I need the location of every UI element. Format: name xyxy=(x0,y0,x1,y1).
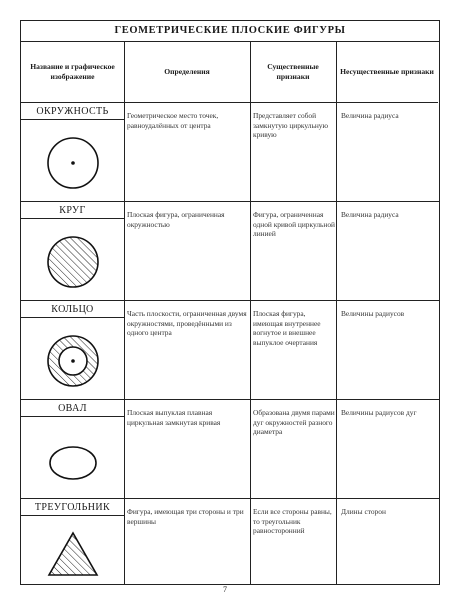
definition-text: Плоская выпуклая плавная циркульная замкнутая кривая xyxy=(127,408,221,427)
figures-table xyxy=(20,20,440,585)
table-row xyxy=(21,103,439,202)
hatched-ring-icon xyxy=(43,331,103,391)
definition-text: Фигура, имеющая три стороны и три вершины xyxy=(127,507,244,526)
header-definition: Определения xyxy=(124,41,250,103)
nonessential-text: Величина радиуса xyxy=(341,111,399,120)
definition-text: Часть плоскости, ограниченная двумя окружностями, проведёнными из одного центра xyxy=(127,309,247,338)
table-row xyxy=(21,400,439,499)
figure-name: ОВАЛ xyxy=(21,400,124,417)
nonessential-text: Величины радиусов xyxy=(341,309,405,318)
definition-text: Плоская фигура, ограниченная окружностью xyxy=(127,210,225,229)
nonessential-text: Величины радиусов дуг xyxy=(341,408,417,417)
figure-name: ТРЕУГОЛЬНИК xyxy=(21,499,124,516)
essential-text: Представляет собой замкнутую циркульную кривую xyxy=(253,111,329,140)
table-row xyxy=(21,301,439,400)
essential-text: Плоская фигура, имеющая внутреннее вогнутое и внешнее выпуклое очертания xyxy=(253,309,321,347)
hatched-disk-icon xyxy=(43,232,103,292)
essential-text: Образована двумя парами дуг окружностей разного диаметра xyxy=(253,408,335,437)
figure-name: ОКРУЖНОСТЬ xyxy=(21,103,124,120)
nonessential-text: Величина радиуса xyxy=(341,210,399,219)
hatched-triangle-icon xyxy=(43,521,103,581)
page-number: 7 xyxy=(223,585,227,594)
header-name: Название и графическое изображение xyxy=(21,41,124,103)
table-row xyxy=(21,202,439,301)
figure-name: КОЛЬЦО xyxy=(21,301,124,318)
figure-name: КРУГ xyxy=(21,202,124,219)
nonessential-text: Длины сторон xyxy=(341,507,386,516)
header-nonessential: Несущественные признаки xyxy=(336,41,438,103)
table-title: ГЕОМЕТРИЧЕСКИЕ ПЛОСКИЕ ФИГУРЫ xyxy=(21,21,439,42)
circle-outline-icon xyxy=(43,133,103,193)
table-row xyxy=(21,499,439,584)
oval-outline-icon xyxy=(43,430,103,490)
essential-text: Если все стороны равны, то треугольник равносторонний xyxy=(253,507,332,536)
header-essential: Существенные признаки xyxy=(250,41,336,103)
definition-text: Геометрическое место точек, равноудалённых от центра xyxy=(127,111,219,130)
essential-text: Фигура, ограниченная одной кривой циркульной линией xyxy=(253,210,335,239)
